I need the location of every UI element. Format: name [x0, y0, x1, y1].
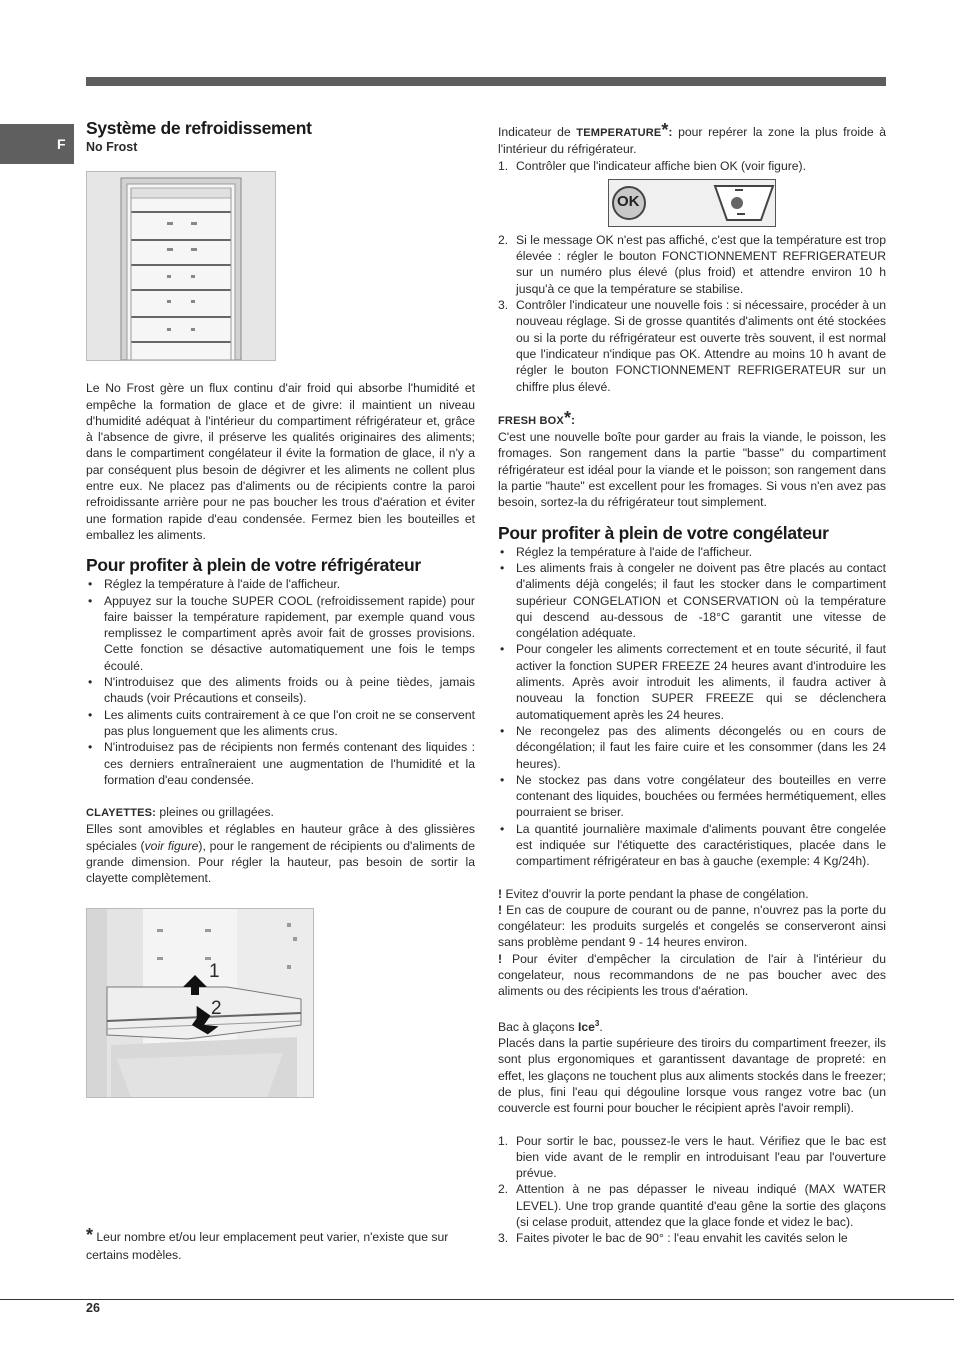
warning-item: ! Pour éviter d'empêcher la circulation de l'air à l'intérieur du congelateur, nous recommandons de ne pas boucher avec des aliments ou des récipients les trous d'aération. [498, 951, 886, 999]
section-title-freezer: Pour profiter à plein de votre congélateur [498, 522, 829, 543]
list-item: • Ne stockez pas dans votre congélateur des bouteilles en verre contenant des liquides, bouchées ou fermées hermétiquement, elles pourraient se briser. [498, 772, 886, 821]
clayettes-heading: CLAYETTES: pleines ou grillagées. [86, 805, 274, 820]
temperature-indicator-intro: Indicateur de TEMPERATURE*: pour repérer la zone la plus froide à l'intérieur du réfrigérateur. [498, 120, 887, 157]
list-item: • Les aliments cuits contrairement à ce que l'on croit ne se conservent pas plus longuement que les aliments crus. [86, 707, 475, 740]
step-label-2: 2 [211, 997, 222, 1019]
warnings-block [498, 886, 886, 1000]
list-item: 3. Contrôler l'indicateur une nouvelle fois : si nécessaire, procéder à un nouveau réglage. Si de grosse quantités d'aliments ont été stockées ou si la porte du réfrigérateur est ouverte très souvent, il est normal que l'indicateur n'indique pas OK. Attendre au moins 10 h avant de régler le bouton FONCTIONNEMENT REFRIGERATEUR sur un chiffre plus élevé. [498, 298, 886, 394]
ice-tray-paragraph: Placés dans la partie supérieure des tiroirs du compartiment freezer, ils sont plus ergonomiques et garantissent davantage de propreté: en effet, les glaçons ne touchent plus aux aliments stockés dans le freezer; de plus, fini l'eau qui dégouline lorsque vous rangez votre bac (un couvercle est fourni pour boucher le récipient après l'avoir rempli). [498, 1036, 886, 1116]
freshbox-heading: FRESH BOX*: [498, 407, 576, 428]
warning-item: ! En cas de coupure de courant ou de panne, n'ouvrez pas la porte du congélateur: les produits surgelés et congelés se conserveront ainsi sans problème pendant 9 - 14 heures environ. [498, 902, 886, 950]
ok-indicator-figure [608, 179, 776, 227]
step-label-1: 1 [209, 960, 220, 982]
section-title-cooling: Système de refroidissement [86, 118, 312, 138]
list-item: • Les aliments frais à congeler ne doivent pas être placés au contact d'aliments déjà congelés; il faut les stocker dans le compartiment supérieur CONGELATION et CONSERVATION où la température qui descend au-dessous de -18°C garantit une vitesse de congélation adéquate. [498, 560, 886, 641]
list-item: • Pour congeler les aliments correctement et en toute sécurité, il faut activer la fonction SUPER FREEZE 24 heures avant d'introduire les aliments. Après avoir introduit les aliments, il faudra activer à nouveau la fonction SUPER FREEZE qui se déclenchera automatiquement après les 24 heures. [498, 641, 886, 722]
shelf-adjust-figure [86, 908, 314, 1098]
list-item: • N'introduisez que des aliments froids ou à peine tièdes, jamais chauds (voir Précautions et conseils). [86, 674, 475, 707]
temperature-steps-list-continued [498, 232, 886, 395]
nofrost-paragraph: Le No Frost gère un flux continu d'air froid qui absorbe l'humidité et empêche la formation de glace et de givre: il maintient un niveau d'humidité adéquat à l'intérieur du compartiment réfrigérateur et, grâce à l'absence de givre, il préserve les qualités originaires des aliments; dans le compartiment congélateur il évite la formation de glace, il n'y a par conséquent plus besoin de dégivrer et les aliments ne collent plus entre eux. Ne placez pas d'aliments ou de récipients contre la paroi refroidissante arrière pour ne pas boucher les trous d'aération et éviter une formation rapide d'eau condensée. Fermez bien les bouteilles et emballez les aliments. [86, 381, 475, 542]
fridge-interior-figure [86, 171, 276, 361]
list-item: 1. Contrôler que l'indicateur affiche bien OK (voir figure). [498, 158, 807, 173]
list-item: • La quantité journalière maximale d'aliments pouvant être congelée est indiquée sur l'étiquette des caractéristiques, placée dans le compartiment réfrigérateur en bas à gauche (exemple: 4 Kg/24h). [498, 821, 886, 870]
ok-label: OK [617, 192, 640, 210]
clayettes-paragraph: Elles sont amovibles et réglables en hauteur grâce à des glissières spéciales (voir figure), pour le rangement de récipients ou d'aliments de grande dimension. Pour régler la hauteur, pas besoin de sortir la clayette complètement. [86, 822, 475, 886]
ice-tray-heading: Bac à glaçons Ice$^3$. [498, 1018, 603, 1034]
list-item: 3. Faites pivoter le bac de 90° : l'eau envahit les cavités selon le [498, 1231, 848, 1246]
footer-rule [0, 1299, 954, 1300]
list-item: • Ne recongelez pas des aliments décongelés ou en cours de décongélation; il faut les faire cuire et les consommer (dans les 24 heures). [498, 723, 886, 772]
list-item: • Réglez la température à l'aide de l'afficheur. [498, 544, 886, 560]
list-item: 1. Pour sortir le bac, poussez-le vers le haut. Vérifiez que le bac est bien vide avant de le remplir en introduisant l'eau par l'ouverture prévue. [498, 1133, 886, 1181]
right-column [498, 118, 886, 1247]
footnote: * Leur nombre et/ou leur emplacement peut varier, n'existe que sur certains modèles. [86, 1225, 449, 1262]
freshbox-paragraph: C'est une nouvelle boîte pour garder au frais la viande, le poisson, les fromages. Son rangement dans la partie "basse" du compartiment réfrigérateur est idéal pour la viande et le poisson; son rangement dans la partie "haute" est excellent pour les fromages. Si vous n'en avez pas besoin, sortez-la du réfrigérateur tout simplement. [498, 430, 886, 510]
warning-item: ! Evitez d'ouvrir la porte pendant la phase de congélation. [498, 886, 809, 901]
ice-tray-steps-list [498, 1133, 886, 1247]
temperature-steps-list [498, 158, 886, 174]
section-title-fridge: Pour profiter à plein de votre réfrigérateur [86, 555, 421, 576]
section-subtitle-nofrost: No Frost [86, 140, 138, 154]
header-rule [86, 77, 886, 86]
fridge-bullet-list [86, 576, 475, 788]
list-item: 2. Attention à ne pas dépasser le niveau indiqué (MAX WATER LEVEL). Une trop grande quantité d'eau gêne la sortie des glaçons (si celase produit, attendez que la glace fonde et videz le bac). [498, 1182, 886, 1229]
list-item: • N'introduisez pas de récipients non fermés contenant des liquides : ces derniers entraîneraient une augmentation de l'humidité et la formation d'eau condensée. [86, 739, 475, 788]
list-item: • Réglez la température à l'aide de l'afficheur. [86, 576, 475, 592]
freezer-bullet-list [498, 544, 886, 870]
list-item: • Appuyez sur la touche SUPER COOL (refroidissement rapide) pour faire baisser la température rapidement, par exemple quand vous remplissez le compartiment après avoir fait de grosses provisions. Cette fonction se désactive automatiquement une fois le temps écoulé. [86, 593, 475, 674]
list-item: 2. Si le message OK n'est pas affiché, c'est que la température est trop élevée : régler le bouton FONCTIONNEMENT REFRIGERATEUR sur un numéro plus élevé (plus froid) et attendre environ 10 h jusqu'à ce que la température se stabilise. [498, 232, 886, 296]
language-tab: F [0, 124, 74, 164]
page-number: 26 [86, 1301, 100, 1315]
left-column [86, 118, 475, 1098]
